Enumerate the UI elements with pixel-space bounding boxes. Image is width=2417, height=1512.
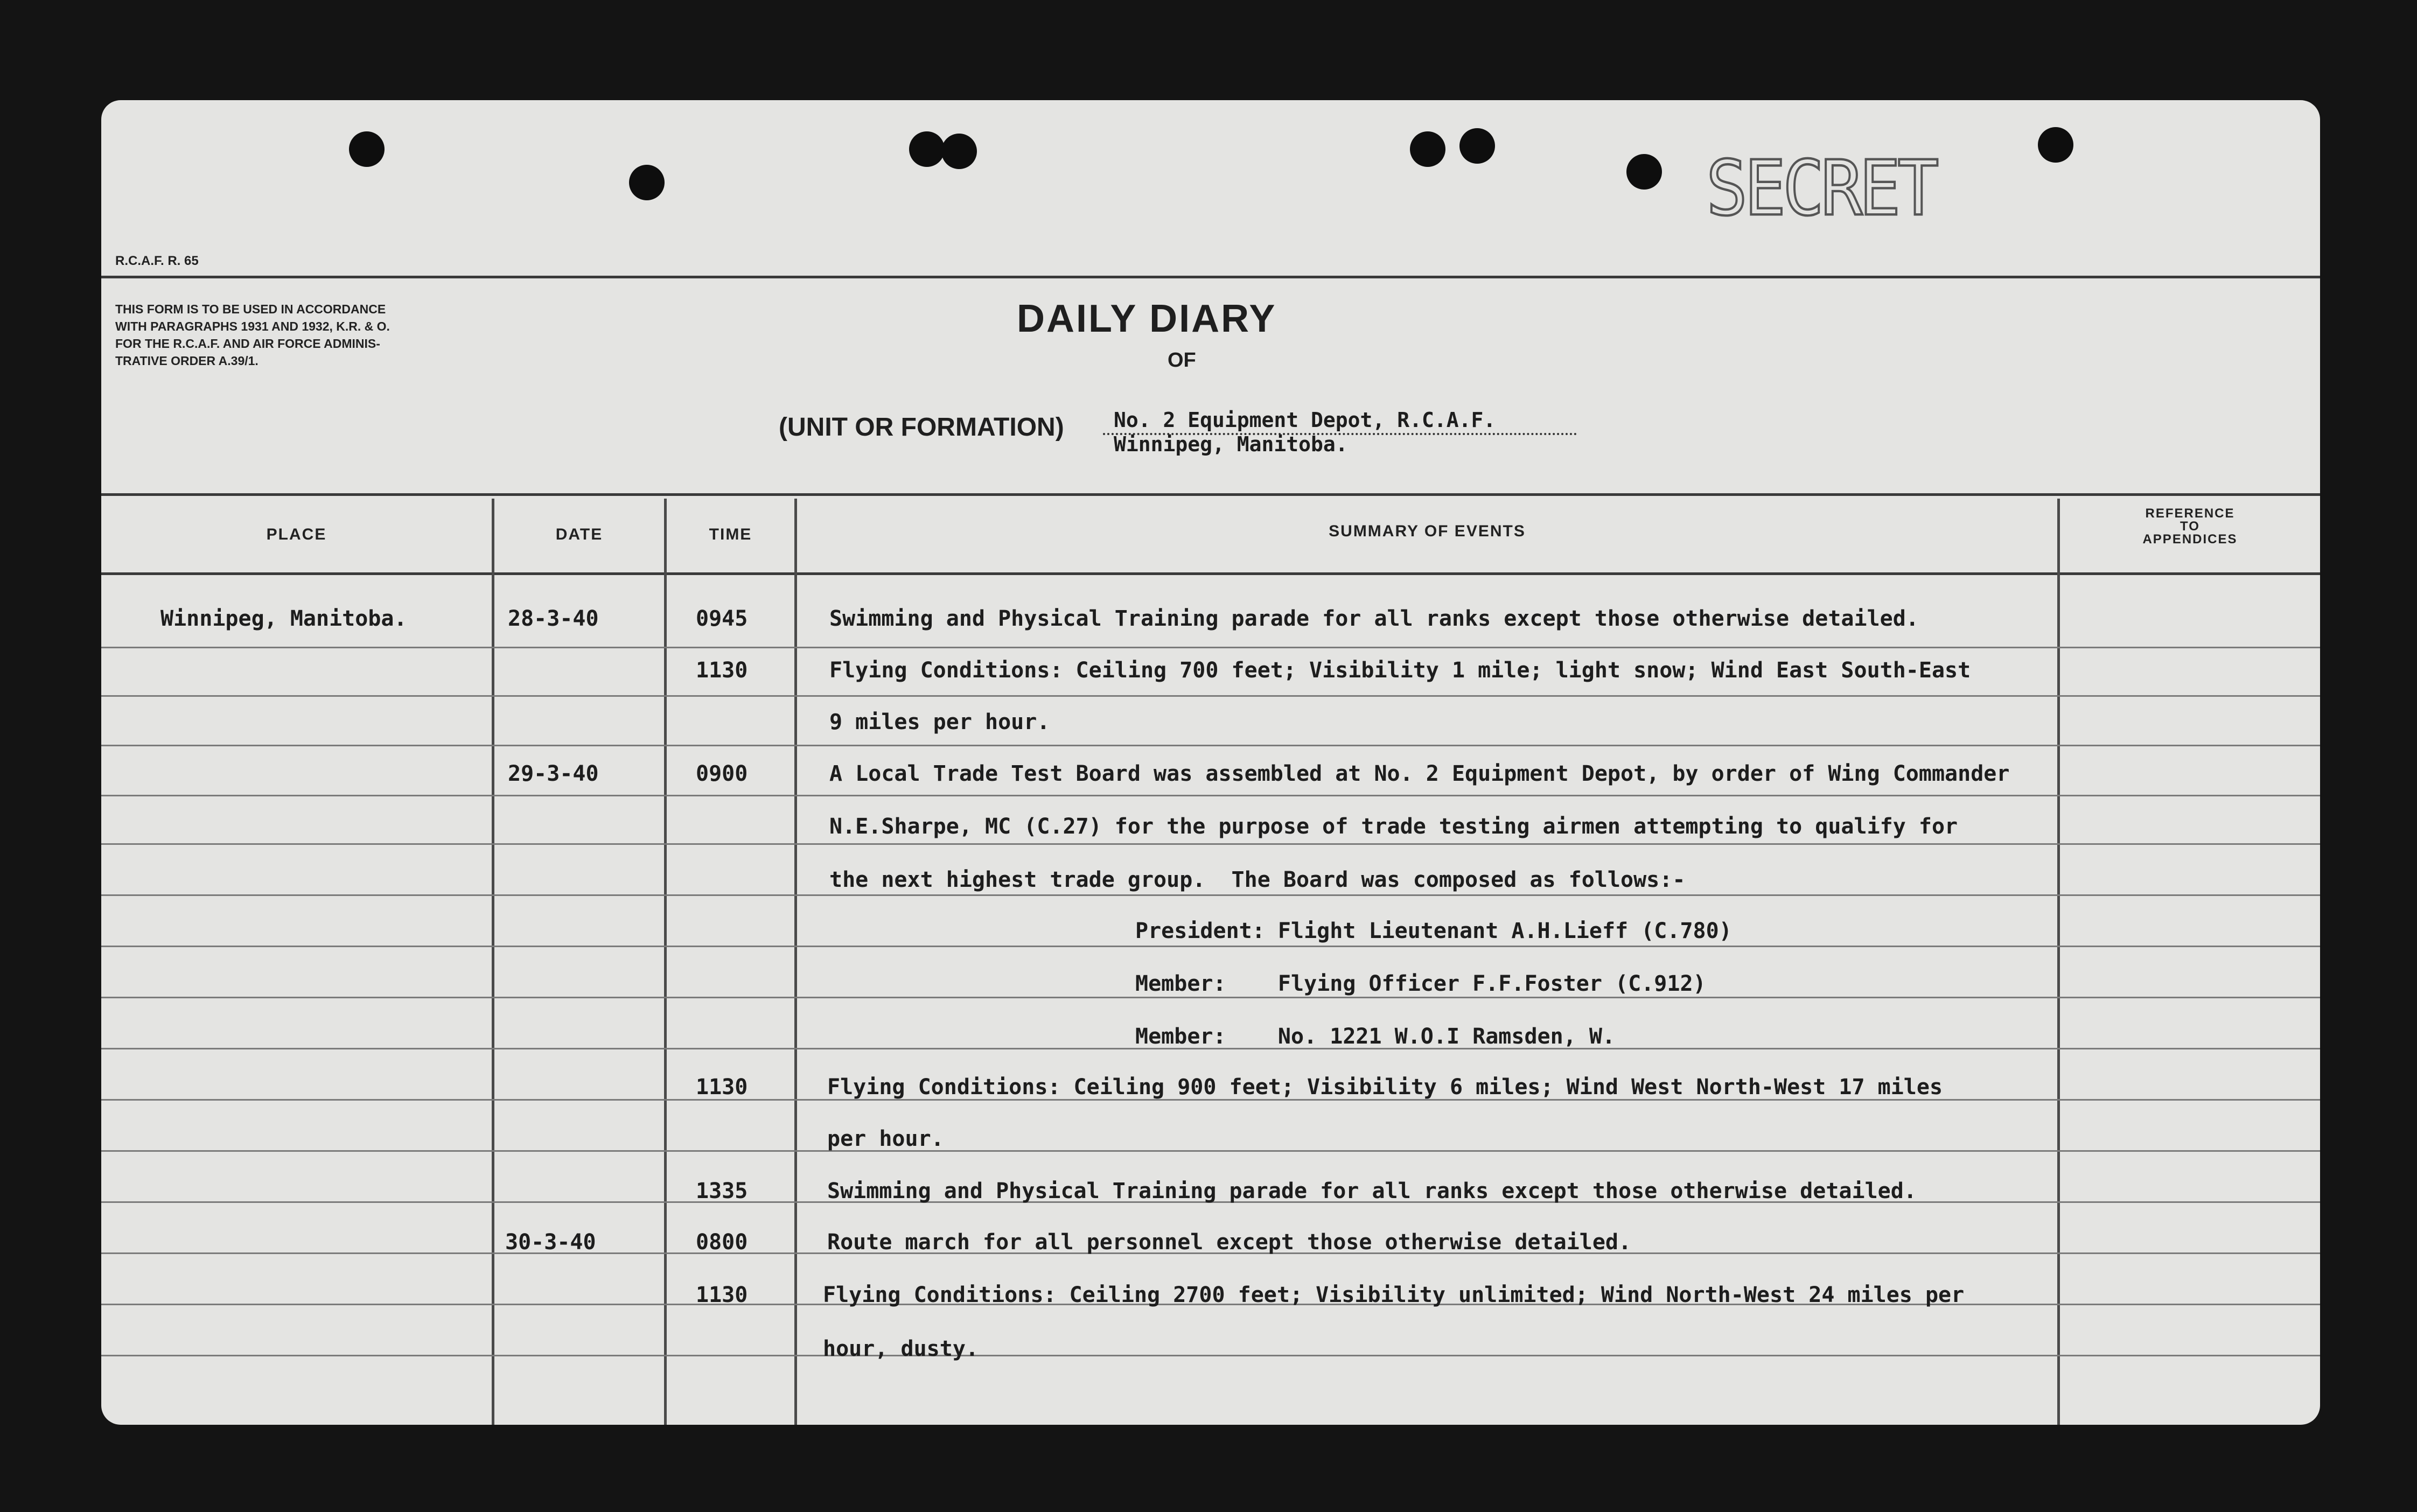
entry-text: Flying Conditions: Ceiling 2700 feet; Visibility unlimited; Wind North-West 24 miles per [823, 1283, 1965, 1307]
entry-text: the next highest trade group. The Board was composed as follows:- [829, 867, 1686, 892]
column-header-reference [2060, 507, 2320, 546]
column-divider [664, 499, 667, 1425]
entry-text: 9 miles per hour. [829, 710, 1050, 734]
ruled-line [101, 647, 2320, 648]
entry-text: Flying Conditions: Ceiling 900 feet; Visibility 6 miles; Wind West North-West 17 miles [827, 1075, 1943, 1100]
reference-line: REFERENCE [2145, 506, 2235, 521]
ruled-line [101, 997, 2320, 998]
column-header-summary: SUMMARY OF EVENTS [1329, 522, 1526, 540]
entry-text: N.E.Sharpe, MC (C.27) for the purpose of trade testing airmen attempting to qualify for [829, 814, 1958, 839]
instruction-line: THIS FORM IS TO BE USED IN ACCORDANCE [115, 302, 386, 316]
entry-text: A Local Trade Test Board was assembled at No. 2 Equipment Depot, by order of Wing Commander [829, 761, 2010, 786]
instruction-line: TRATIVE ORDER A.39/1. [115, 354, 259, 368]
entry-text: Flying Conditions: Ceiling 700 feet; Visibility 1 mile; light snow; Wind East South-East [829, 658, 1971, 683]
punch-hole [349, 131, 385, 167]
entry-time: 1130 [696, 658, 748, 683]
entry-time: 1130 [696, 1283, 748, 1307]
reference-line: TO [2180, 519, 2200, 534]
entry-text: Route march for all personnel except those otherwise detailed. [827, 1230, 1632, 1255]
ruled-line [101, 695, 2320, 697]
entry-place: Winnipeg, Manitoba. [160, 606, 407, 631]
ruled-line [101, 795, 2320, 796]
unit-label: (UNIT OR FORMATION) [779, 413, 1064, 442]
entry-text: Member: Flying Officer F.F.Foster (C.912) [1135, 971, 1706, 996]
punch-hole [1459, 128, 1495, 164]
entry-date: 29-3-40 [508, 761, 599, 786]
header-top-rule [101, 493, 2320, 496]
punch-hole [1626, 154, 1662, 190]
instruction-line: WITH PARAGRAPHS 1931 AND 1932, K.R. & O. [115, 319, 390, 333]
entry-text: President: Flight Lieutenant A.H.Lieff (C.780) [1135, 919, 1732, 943]
punch-hole [629, 165, 665, 200]
column-header-time: TIME [709, 526, 752, 543]
unit-name: No. 2 Equipment Depot, R.C.A.F. [1114, 408, 1496, 432]
entry-time: 0800 [696, 1230, 748, 1255]
entry-time: 1130 [696, 1075, 748, 1100]
secret-stamp: SECRET [1706, 144, 1936, 233]
header-bottom-rule [101, 572, 2320, 575]
ruled-line [101, 843, 2320, 845]
punch-hole [909, 131, 945, 167]
column-divider [794, 499, 797, 1425]
ruled-line [101, 1355, 2320, 1356]
entry-time: 0945 [696, 606, 748, 631]
ruled-line [101, 894, 2320, 896]
punch-hole [2038, 127, 2073, 163]
title-of: OF [1168, 349, 1196, 372]
entry-text: hour, dusty. [823, 1336, 979, 1361]
column-header-place: PLACE [266, 526, 327, 543]
reference-line: APPENDICES [2142, 532, 2238, 547]
form-instructions [115, 300, 390, 369]
diary-card [101, 100, 2320, 1425]
column-divider [2057, 499, 2060, 1425]
ruled-line [101, 1150, 2320, 1152]
entry-text: Swimming and Physical Training parade for all ranks except those otherwise detailed. [829, 606, 1919, 631]
ruled-line [101, 745, 2320, 746]
entry-text: Swimming and Physical Training parade for all ranks except those otherwise detailed. [827, 1179, 1917, 1203]
top-rule [101, 276, 2320, 278]
entry-date: 30-3-40 [505, 1230, 596, 1255]
punch-hole [1410, 131, 1445, 167]
punch-hole [941, 134, 977, 169]
entry-date: 28-3-40 [508, 606, 599, 631]
entry-text: Member: No. 1221 W.O.I Ramsden, W. [1135, 1024, 1616, 1049]
ruled-line [101, 946, 2320, 947]
column-divider [492, 499, 494, 1425]
entry-time: 0900 [696, 761, 748, 786]
instruction-line: FOR THE R.C.A.F. AND AIR FORCE ADMINIS- [115, 337, 380, 351]
entry-time: 1335 [696, 1179, 748, 1203]
page-title: DAILY DIARY [1017, 297, 1277, 340]
column-header-date: DATE [555, 526, 603, 543]
form-code: R.C.A.F. R. 65 [115, 254, 199, 268]
entry-text: per hour. [827, 1126, 944, 1151]
unit-location: Winnipeg, Manitoba. [1114, 432, 1348, 456]
